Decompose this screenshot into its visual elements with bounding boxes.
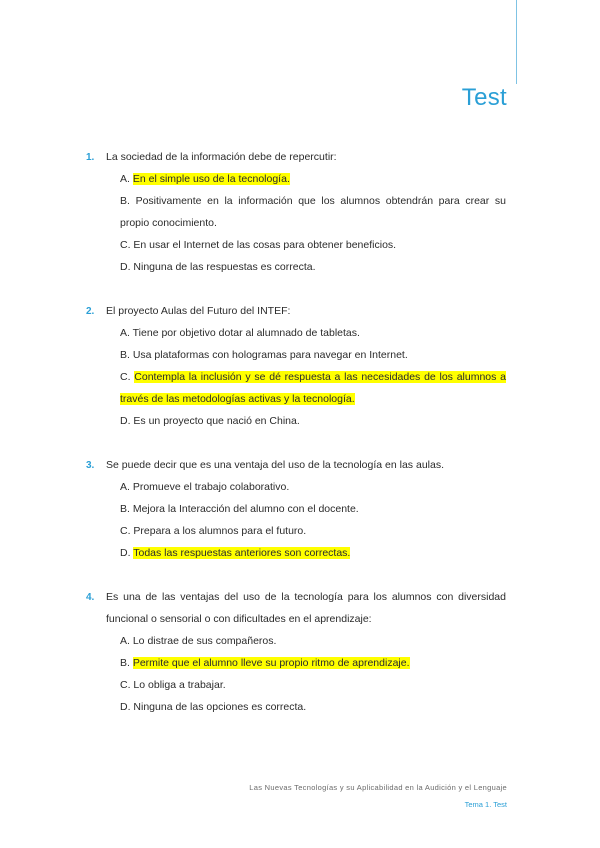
highlighted-answer-text: Permite que el alumno lleve su propio ritmo de aprendizaje. [132,657,410,669]
question-number: 3. [86,460,95,471]
option-text: Tiene por objetivo dotar al alumnado de tabletas. [132,327,360,339]
highlighted-answer-text: Contempla la inclusión y se dé respuesta a las necesidades de los alumnos a través de las metodologías activas y la tecnología. [120,371,506,405]
option-letter: D. [120,261,131,273]
option-letter: D. [120,547,131,559]
option-letter: A. [120,481,130,493]
question-number: 1. [86,152,95,163]
option-text: Mejora la Interacción del alumno con el docente. [132,503,359,515]
answer-option [120,674,506,696]
option-text: Lo distrae de sus compañeros. [132,635,277,647]
option-letter: B. [120,195,130,207]
option-list [86,630,506,718]
highlighted-answer-text: Todas las respuestas anteriores son correctas. [133,547,351,559]
option-list [86,476,506,564]
option-letter: B. [120,503,130,515]
question-text: Es una de las ventajas del uso de la tecnología para los alumnos con diversidad funcional o sensorial o con dificultades en el aprendizaje: [106,591,506,625]
highlighted-answer-text: En el simple uso de la tecnología. [132,173,290,185]
question-text: El proyecto Aulas del Futuro del INTEF: [106,305,291,317]
option-text: En usar el Internet de las cosas para obtener beneficios. [133,239,397,251]
question-list [86,146,506,740]
question [86,146,506,278]
page-footer [249,783,507,809]
option-letter: C. [120,371,131,383]
option-letter: D. [120,415,131,427]
answer-option [120,366,506,410]
answer-option [120,476,506,498]
answer-option [120,322,506,344]
option-letter: B. [120,657,130,669]
question-number: 2. [86,306,95,317]
option-text: Lo obliga a trabajar. [133,679,226,691]
question [86,300,506,432]
option-text: Positivamente en la información que los alumnos obtendrán para crear su propio conocimiento. [120,195,506,229]
question [86,454,506,564]
option-text: Ninguna de las respuestas es correcta. [133,261,316,273]
option-letter: A. [120,327,130,339]
option-letter: A. [120,173,130,185]
answer-option [120,696,506,718]
option-letter: C. [120,239,131,251]
page-title: Test [461,84,507,111]
question-number: 4. [86,592,95,603]
option-text: Usa plataformas con hologramas para navegar en Internet. [132,349,408,361]
option-letter: C. [120,525,131,537]
footer-course-title: Las Nuevas Tecnologías y su Aplicabilidad en la Audición y el Lenguaje [249,783,507,792]
option-text: Ninguna de las opciones es correcta. [133,701,307,713]
answer-option [120,498,506,520]
option-letter: B. [120,349,130,361]
answer-option [120,256,506,278]
answer-option [120,168,506,190]
answer-option [120,344,506,366]
answer-option [120,190,506,234]
header-divider-line [516,0,517,84]
answer-option [120,542,506,564]
answer-option [120,652,506,674]
option-list [86,168,506,278]
option-text: Prepara a los alumnos para el futuro. [133,525,307,537]
question-text: La sociedad de la información debe de repercutir: [106,151,337,163]
question [86,586,506,718]
option-list [86,322,506,432]
answer-option [120,234,506,256]
option-letter: C. [120,679,131,691]
option-text: Es un proyecto que nació en China. [133,415,300,427]
answer-option [120,630,506,652]
answer-option [120,520,506,542]
question-text: Se puede decir que es una ventaja del uso de la tecnología en las aulas. [106,459,444,471]
option-letter: D. [120,701,131,713]
answer-option [120,410,506,432]
option-letter: A. [120,635,130,647]
option-text: Promueve el trabajo colaborativo. [132,481,290,493]
footer-section-label: Tema 1. Test [464,800,507,809]
